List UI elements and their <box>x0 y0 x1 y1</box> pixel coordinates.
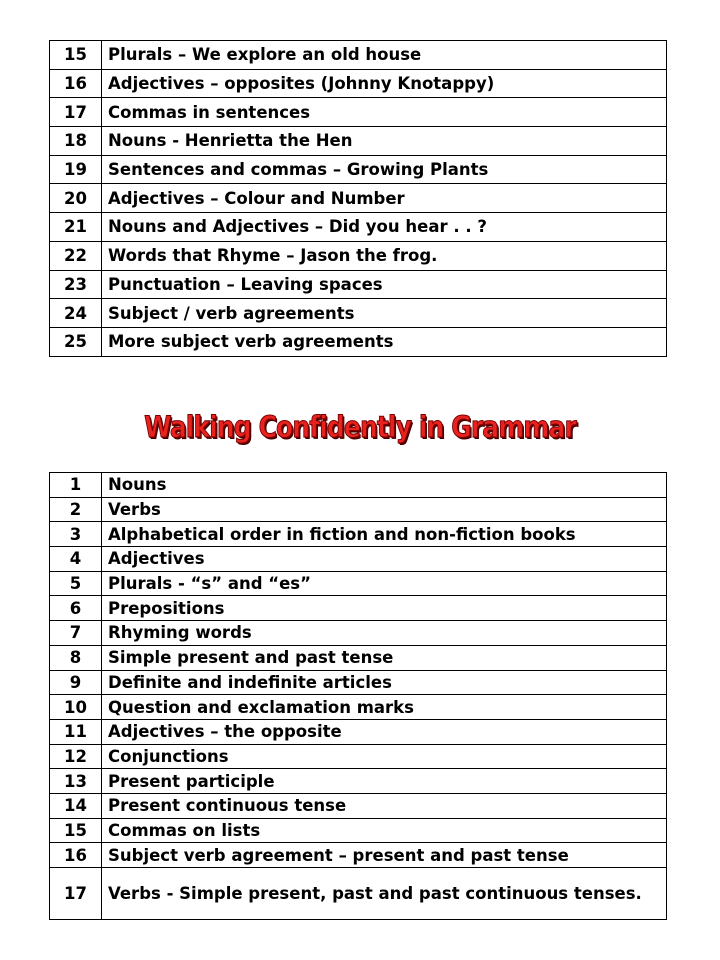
lesson-number: 25 <box>50 327 102 356</box>
table-row <box>50 41 667 70</box>
lesson-number: 9 <box>50 670 102 695</box>
lesson-number: 3 <box>50 522 102 547</box>
table-row <box>50 98 667 127</box>
lesson-number: 12 <box>50 744 102 769</box>
lesson-title: Nouns and Adjectives – Did you hear . . ? <box>102 213 667 242</box>
lesson-number: 11 <box>50 719 102 744</box>
table-row <box>50 213 667 242</box>
lesson-number: 17 <box>50 98 102 127</box>
table-row <box>50 793 667 818</box>
lesson-title: Commas in sentences <box>102 98 667 127</box>
lesson-title: Nouns - Henrietta the Hen <box>102 127 667 156</box>
lesson-number: 15 <box>50 41 102 70</box>
lesson-number: 1 <box>50 473 102 498</box>
table-row <box>50 695 667 720</box>
lesson-number: 20 <box>50 184 102 213</box>
lesson-number: 7 <box>50 621 102 646</box>
lesson-title: Adjectives – the opposite <box>102 719 667 744</box>
lesson-number: 23 <box>50 270 102 299</box>
table-row <box>50 596 667 621</box>
lesson-number: 2 <box>50 497 102 522</box>
lesson-number: 5 <box>50 571 102 596</box>
table-row <box>50 299 667 328</box>
lesson-title: Plurals – We explore an old house <box>102 41 667 70</box>
lesson-title: Definite and indefinite articles <box>102 670 667 695</box>
lesson-title: Subject verb agreement – present and past tense <box>102 843 667 868</box>
table-row <box>50 184 667 213</box>
table-row <box>50 645 667 670</box>
lesson-title: Simple present and past tense <box>102 645 667 670</box>
lesson-title: Adjectives – opposites (Johnny Knotappy) <box>102 69 667 98</box>
lesson-title: Present participle <box>102 769 667 794</box>
table-row <box>50 155 667 184</box>
lesson-title: Rhyming words <box>102 621 667 646</box>
lesson-number: 22 <box>50 241 102 270</box>
lesson-title: Nouns <box>102 473 667 498</box>
lesson-title: Plurals - “s” and “es” <box>102 571 667 596</box>
table-row <box>50 270 667 299</box>
table-row <box>50 69 667 98</box>
table-row <box>50 769 667 794</box>
lesson-title: Words that Rhyme – Jason the frog. <box>102 241 667 270</box>
lesson-title: Commas on lists <box>102 818 667 843</box>
lesson-number: 6 <box>50 596 102 621</box>
lesson-table-grammar <box>49 472 667 920</box>
lesson-title: Subject / verb agreements <box>102 299 667 328</box>
lesson-number: 16 <box>50 69 102 98</box>
lesson-table-continued <box>49 40 667 357</box>
lesson-number: 19 <box>50 155 102 184</box>
lesson-title: More subject verb agreements <box>102 327 667 356</box>
table-row <box>50 571 667 596</box>
lesson-number: 21 <box>50 213 102 242</box>
lesson-number: 13 <box>50 769 102 794</box>
lesson-number: 17 <box>50 868 102 920</box>
lesson-number: 10 <box>50 695 102 720</box>
lesson-number: 15 <box>50 818 102 843</box>
lesson-number: 8 <box>50 645 102 670</box>
lesson-number: 14 <box>50 793 102 818</box>
table-row <box>50 241 667 270</box>
lesson-title: Verbs - Simple present, past and past continuous tenses. <box>102 868 667 920</box>
lesson-number: 16 <box>50 843 102 868</box>
table-row <box>50 547 667 572</box>
lesson-number: 18 <box>50 127 102 156</box>
section-title: Walking Confidently in Grammar <box>144 410 576 444</box>
table-row <box>50 744 667 769</box>
lesson-title: Adjectives – Colour and Number <box>102 184 667 213</box>
table-row <box>50 843 667 868</box>
table-row <box>50 670 667 695</box>
lesson-number: 24 <box>50 299 102 328</box>
table-row <box>50 522 667 547</box>
table-row <box>50 473 667 498</box>
lesson-title: Verbs <box>102 497 667 522</box>
lesson-title: Sentences and commas – Growing Plants <box>102 155 667 184</box>
lesson-title: Question and exclamation marks <box>102 695 667 720</box>
lesson-title: Prepositions <box>102 596 667 621</box>
table-row <box>50 621 667 646</box>
table-row <box>50 868 667 920</box>
lesson-number: 4 <box>50 547 102 572</box>
table-row <box>50 719 667 744</box>
lesson-title: Punctuation – Leaving spaces <box>102 270 667 299</box>
lesson-title: Conjunctions <box>102 744 667 769</box>
table-row <box>50 497 667 522</box>
lesson-title: Present continuous tense <box>102 793 667 818</box>
lesson-title: Adjectives <box>102 547 667 572</box>
table-row <box>50 127 667 156</box>
lesson-title: Alphabetical order in fiction and non-fiction books <box>102 522 667 547</box>
table-row <box>50 327 667 356</box>
table-row <box>50 818 667 843</box>
